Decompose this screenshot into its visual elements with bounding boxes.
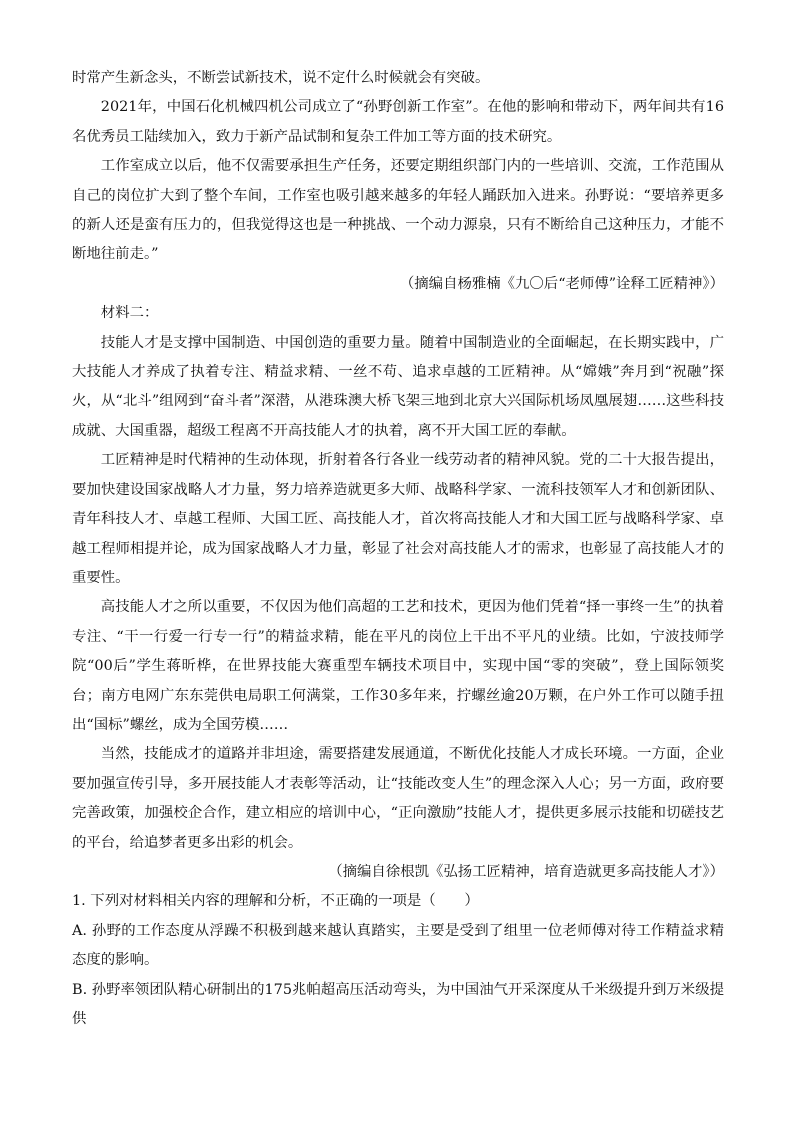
- document-page: [72, 64, 724, 1034]
- material2-heading: 材料二：: [100, 305, 159, 322]
- material1-paragraph-1: 时常产生新念头，不断尝试新技术，说不定什么时候就会有突破。: [72, 70, 490, 86]
- material2-paragraph-4: 当然，技能成才的道路并非坦途，需要搭建发展通道，不断优化技能人才成长环境。一方面，企业要加强宣传引导，多开展技能人才表彰等活动，让“技能改变人生”的理念深入人心；另一方面，政府要完善政策，加强校企合作，建立相应的培训中心，“正向激励”技能人才，提供更多展示技能和切磋技艺的平台，给追梦者更多出彩的机会。: [72, 746, 724, 851]
- material2-paragraph-3: 高技能人才之所以重要，不仅因为他们高超的工艺和技术，更因为他们凭着“择一事终一生”的执着专注、“干一行爱一行专一行”的精益求精，能在平凡的岗位上干出不平凡的业绩。比如，宁波技师学院“00后”学生蒋昕桦，在世界技能大赛重型车辆技术项目中，实现中国“零的突破”，登上国际领奖台；南方电网广东东莞供电局职工何满棠，工作30多年来，拧螺丝逾20万颗，在户外工作可以随手扭出“国标”螺丝，成为全国劳模……: [72, 599, 724, 733]
- material2-paragraph-2: 工匠精神是时代精神的生动体现，折射着各行各业一线劳动者的精神风貌。党的二十大报告提出，要加快建设国家战略人才力量，努力培养造就更多大师、战略科学家、一流科技领军人才和创新团队、青年科技人才、卓越工程师、大国工匠、高技能人才，首次将高技能人才和大国工匠与战略科学家、卓越工程师相提并论，成为国家战略人才力量，彰显了社会对高技能人才的需求，也彰显了高技能人才的重要性。: [72, 452, 724, 586]
- material2-paragraph-1: 技能人才是支撑中国制造、中国创造的重要力量。随着中国制造业的全面崛起，在长期实践中，广大技能人才养成了执着专注、精益求精、一丝不苟、追求卓越的工匠精神。从“嫦娥”奔月到“祝融”探火，从“北斗”组网到“奋斗者”深潜，从港珠澳大桥飞架三地到北京大兴国际机场凤凰展翅……这些科技成就、大国重器，超级工程离不开高技能人才的执着，离不开大国工匠的奉献。: [72, 334, 724, 439]
- material1-paragraph-3: 工作室成立以后，他不仅需要承担生产任务，还要定期组织部门内的一些培训、交流，工作范围从自己的岗位扩大到了整个车间，工作室也吸引越来越多的年轻人踊跃加入进来。孙野说：“要培养更多的新人还是蛮有压力的，但我觉得这也是一种挑战、一个动力源泉，只有不断给自己这种压力，才能不断地往前走。”: [72, 158, 724, 263]
- question-1-option-b: B. 孙野率领团队精心研制出的175兆帕超高压活动弯头，为中国油气开采深度从千米级提升到万米级提供: [72, 981, 724, 1027]
- material1-source: （摘编自杨雅楠《九〇后“老师傅”诠释工匠精神》）: [399, 275, 724, 292]
- question-1-option-a: A. 孙野的工作态度从浮躁不积极到越来越认真踏实，主要是受到了组里一位老师傅对待工作精益求精态度的影响。: [72, 922, 724, 969]
- material1-paragraph-2: 2021年，中国石化机械四机公司成立了“孙野创新工作室”。在他的影响和带动下，两年间共有16名优秀员工陆续加入，致力于新产品试制和复杂工件加工等方面的技术研究。: [72, 99, 724, 145]
- material2-source: （摘编自徐根凯《弘扬工匠精神，培育造就更多高技能人才》）: [328, 863, 724, 880]
- question-1-stem: 1. 下列对材料相关内容的理解和分析，不正确的一项是（ ）: [72, 893, 479, 910]
